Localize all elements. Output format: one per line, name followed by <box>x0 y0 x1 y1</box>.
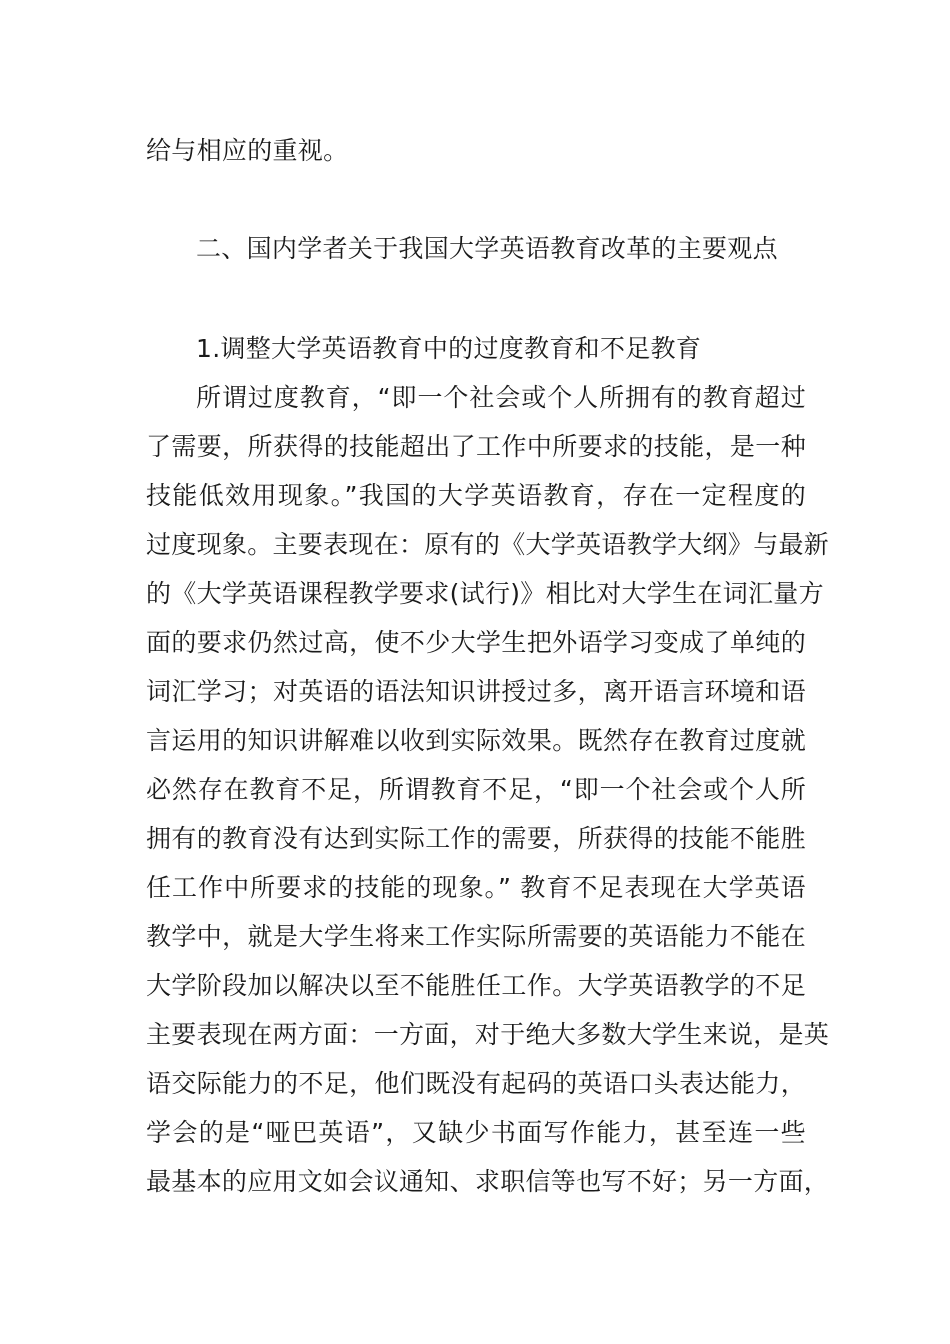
paragraph-line: 技能低效用现象。”我国的大学英语教育，存在一定程度的 <box>146 481 806 510</box>
subsection-heading: 1.调整大学英语教育中的过度教育和不足教育 <box>196 334 702 363</box>
paragraph-line: 最基本的应用文如会议通知、求职信等也写不好；另一方面， <box>146 1167 830 1196</box>
paragraph-line: 词汇学习；对英语的语法知识讲授过多，离开语言环境和语 <box>146 677 806 706</box>
paragraph-line: 大学阶段加以解决以至不能胜任工作。大学英语教学的不足 <box>146 971 806 1000</box>
paragraph-line: 拥有的教育没有达到实际工作的需要，所获得的技能不能胜 <box>146 824 806 853</box>
paragraph-line: 了需要，所获得的技能超出了工作中所要求的技能，是一种 <box>146 432 806 461</box>
paragraph-line: 教学中，就是大学生将来工作实际所需要的英语能力不能在 <box>146 922 806 951</box>
section-heading: 二、国内学者关于我国大学英语教育改革的主要观点 <box>196 234 778 263</box>
paragraph-line: 言运用的知识讲解难以收到实际效果。既然存在教育过度就 <box>146 726 806 755</box>
paragraph-line: 面的要求仍然过高，使不少大学生把外语学习变成了单纯的 <box>146 628 806 657</box>
paragraph-line: 必然存在教育不足，所谓教育不足，“即一个社会或个人所 <box>146 775 806 804</box>
paragraph-line: 学会的是“哑巴英语”，又缺少书面写作能力，甚至连一些 <box>146 1118 806 1147</box>
paragraph-line: 语交际能力的不足，他们既没有起码的英语口头表达能力， <box>146 1069 806 1098</box>
paragraph-line: 所谓过度教育，“即一个社会或个人所拥有的教育超过 <box>196 383 806 412</box>
paragraph-line: 给与相应的重视。 <box>146 136 349 165</box>
paragraph-line: 的《大学英语课程教学要求(试行)》相比对大学生在词汇量方 <box>146 579 824 608</box>
paragraph-line: 主要表现在两方面：一方面，对于绝大多数大学生来说，是英 <box>146 1020 830 1049</box>
paragraph-line: 过度现象。主要表现在：原有的《大学英语教学大纲》与最新 <box>146 530 830 559</box>
paragraph-line: 任工作中所要求的技能的现象。” 教育不足表现在大学英语 <box>146 873 806 902</box>
